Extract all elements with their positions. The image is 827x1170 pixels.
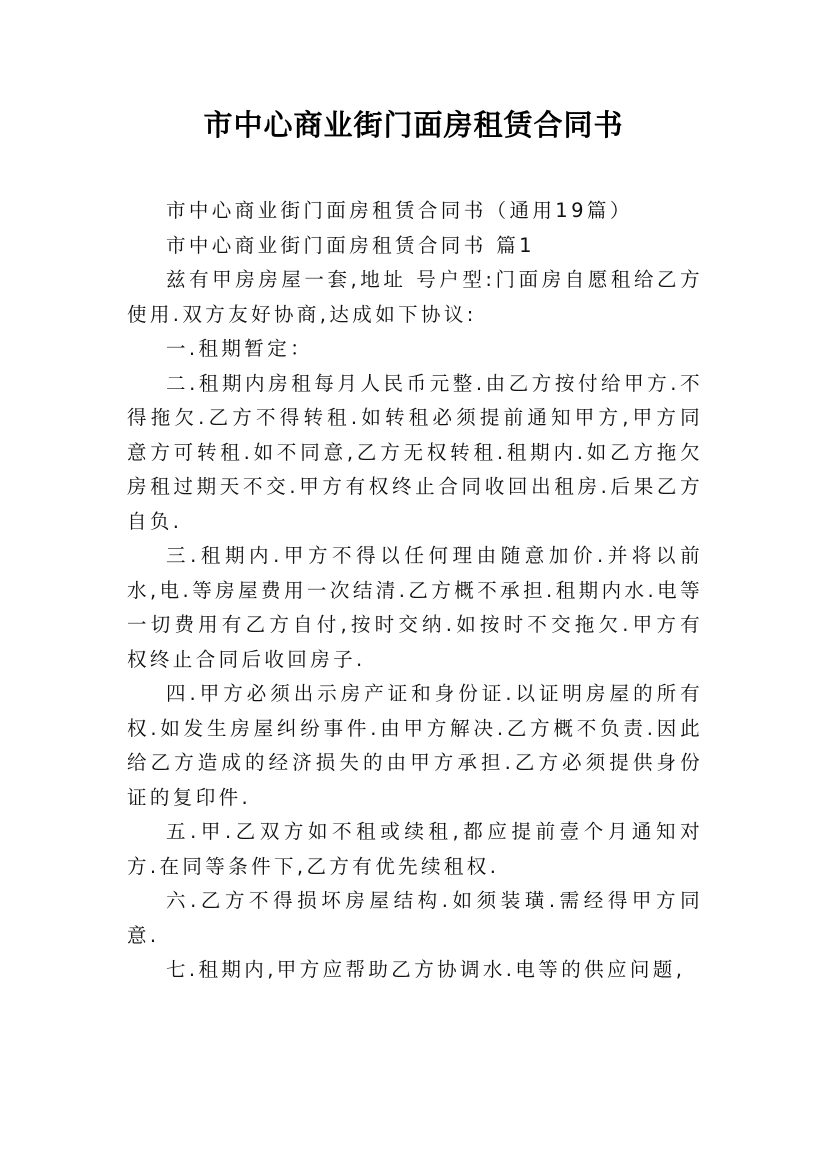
paragraph-clause-6: 六.乙方不得损坏房屋结构.如须装璜.需经得甲方同意. bbox=[127, 889, 703, 947]
paragraph-clause-5: 五.甲.乙双方如不租或续租,都应提前壹个月通知对方.在同等条件下,乙方有优先续租权. bbox=[127, 820, 703, 878]
paragraph-intro: 兹有甲房房屋一套,地址 号户型:门面房自愿租给乙方使用.双方友好协商,达成如下协议: bbox=[127, 268, 703, 326]
paragraph-clause-7: 七.租期内,甲方应帮助乙方协调水.电等的供应问题, bbox=[166, 958, 686, 981]
paragraph-subtitle: 市中心商业街门面房租赁合同书（通用19篇） bbox=[166, 199, 633, 222]
document-title: 市中心商业街门面房租赁合同书 bbox=[203, 108, 624, 142]
paragraph-heading: 市中心商业街门面房租赁合同书 篇1 bbox=[166, 233, 535, 257]
paragraph-clause-3: 三.租期内.甲方不得以任何理由随意加价.并将以前水,电.等房屋费用一次结清.乙方概不承担.租期内水.电等一切费用有乙方自付,按时交纳.如按时不交拖欠.甲方有权终止合同后收回房子. bbox=[127, 544, 703, 671]
paragraph-clause-4: 四.甲方必须出示房产证和身份证.以证明房屋的所有权.如发生房屋纠纷事件.由甲方解决.乙方概不负责.因此给乙方造成的经济损失的由甲方承担.乙方必须提供身份证的复印件. bbox=[127, 682, 703, 809]
document-body bbox=[127, 194, 703, 988]
paragraph-clause-2: 二.租期内房租每月人民币元整.由乙方按付给甲方.不得拖欠.乙方不得转租.如转租必须提前通知甲方,甲方同意方可转租.如不同意,乙方无权转租.租期内.如乙方拖欠房租过期天不交.甲方有权终止合同收回出租房.后果乙方自负. bbox=[127, 371, 703, 533]
paragraph-clause-1: 一.租期暂定： bbox=[166, 337, 313, 360]
